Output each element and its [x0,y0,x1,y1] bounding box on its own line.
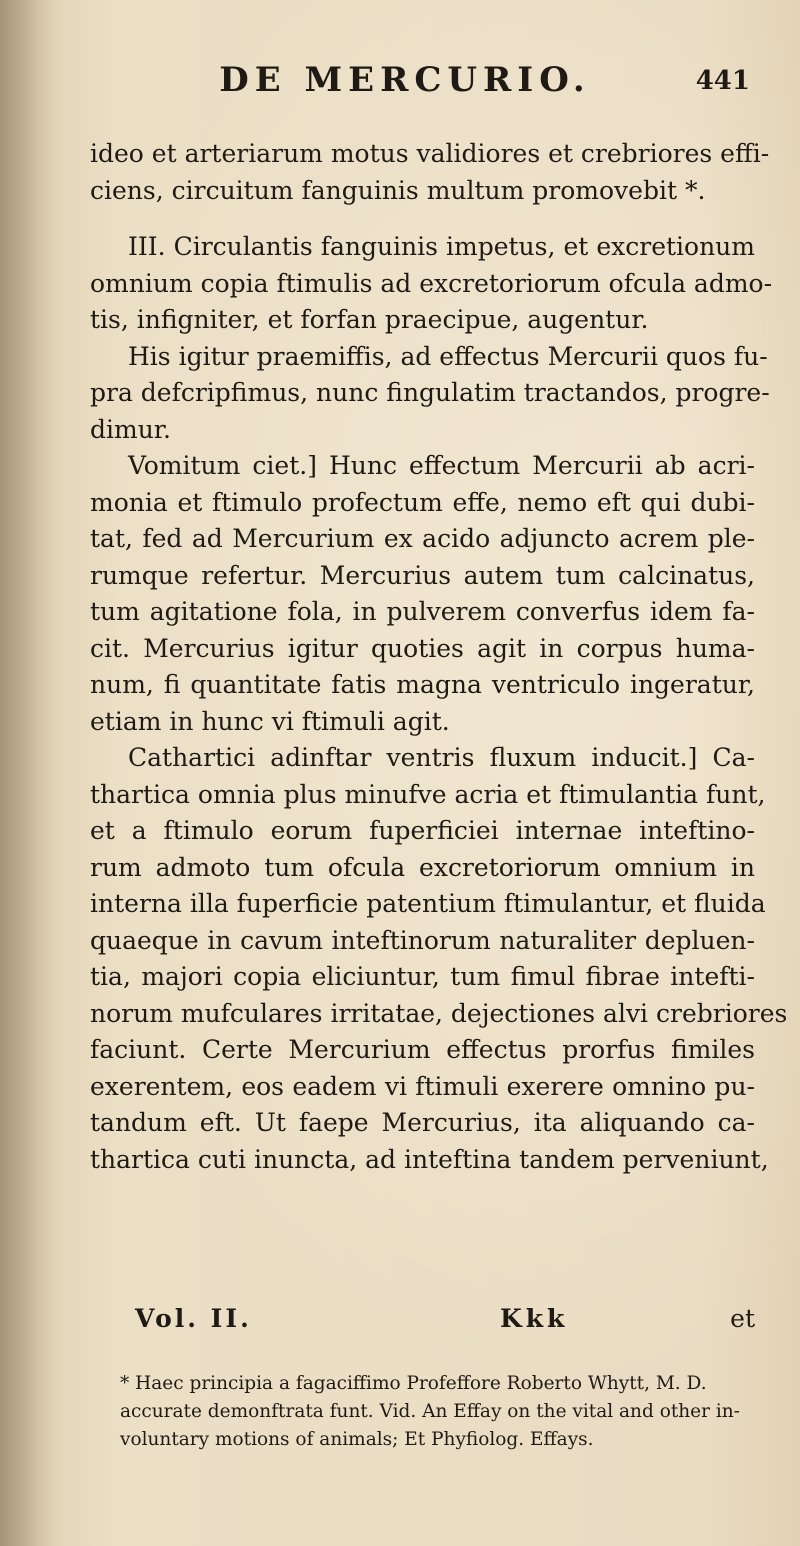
footnote [120,1370,750,1454]
running-head: DE MERCURIO. [219,60,591,100]
section-heading-line: III. Circulantis fanguinis impetus, et excretionum [128,232,755,261]
page-number: 441 [695,66,750,96]
text-line: cit. Mercurius igitur quoties agit in corpus huma- [90,633,755,663]
text-line: omnium copia ftimulis ad excretoriorum ofcula admo- [90,268,773,298]
text-line: rumque refertur. Mercurius autem tum calcinatus, [90,560,755,590]
text-line: exerentem, eos eadem vi ftimuli exerere omnino pu- [90,1071,755,1101]
page-header [60,60,750,110]
signature-line [90,1304,755,1340]
text-line: num, fi quantitate fatis magna ventriculo ingeratur, [90,670,755,699]
text-line: ideo et arteriarum motus validiores et crebriores effi- [90,139,770,168]
text-line: tis, infigniter, et forfan praecipue, augentur. [90,305,649,334]
footnote-line: voluntary motions of animals; Et Phyfiolog. Effays. [120,1429,594,1450]
text-line: Vomitum ciet.] Hunc effectum Mercurii ab acri- [128,451,755,480]
text-line: tia, majori copia eliciuntur, tum fimul fibrae intefti- [90,962,755,991]
text-line: tandum eft. Ut faepe Mercurius, ita aliquando ca- [90,1108,755,1137]
text-line: quaeque in cavum inteftinorum naturaliter depluen- [90,925,755,955]
main-text [90,136,788,1178]
catchword: et [730,1304,755,1333]
text-line: tat, fed ad Mercurium ex acido adjuncto acrem ple- [90,524,755,553]
text-line: tum agitatione fola, in pulverem converfus idem fa- [90,597,755,626]
text-line: His igitur praemiffis, ad effectus Mercurii quos fu- [128,341,768,371]
text-line: thartica cuti inuncta, ad inteftina tandem perveniunt, [90,1144,769,1174]
gathering-signature: Kkk [500,1304,569,1333]
text-line: interna illa fuperficie patentium ftimulantur, et fluida [90,889,766,918]
text-line: norum mufculares irritatae, dejectiones alvi crebriores [90,998,788,1028]
text-line: monia et ftimulo profectum effe, nemo eft qui dubi- [90,487,755,517]
text-line: et a ftimulo eorum fuperficiei internae inteftino- [90,816,755,845]
text-line: dimur. [90,414,171,444]
text-line: etiam in hunc vi ftimuli agit. [90,706,450,736]
text-line: rum admoto tum ofcula excretoriorum omnium in [90,852,755,882]
footnote-line: accurate demonftrata funt. Vid. An Effay on the vital and other in- [120,1401,740,1422]
text-line: faciunt. Certe Mercurium effectus prorfus fimiles [90,1035,755,1064]
footnote-line: * Haec principia a fagaciffimo Profeffore Roberto Whytt, M. D. [120,1373,707,1394]
text-line: ciens, circuitum fanguinis multum promovebit *. [90,175,706,205]
text-line: Cathartici adinftar ventris fluxum inducit.] Ca- [128,743,755,772]
volume-signature: Vol. II. [135,1304,252,1333]
text-line: pra defcripfimus, nunc fingulatim tractandos, progre- [90,378,770,407]
gutter-shadow [0,0,60,1546]
text-line: thartica omnia plus minufve acria et ftimulantia funt, [90,779,766,809]
